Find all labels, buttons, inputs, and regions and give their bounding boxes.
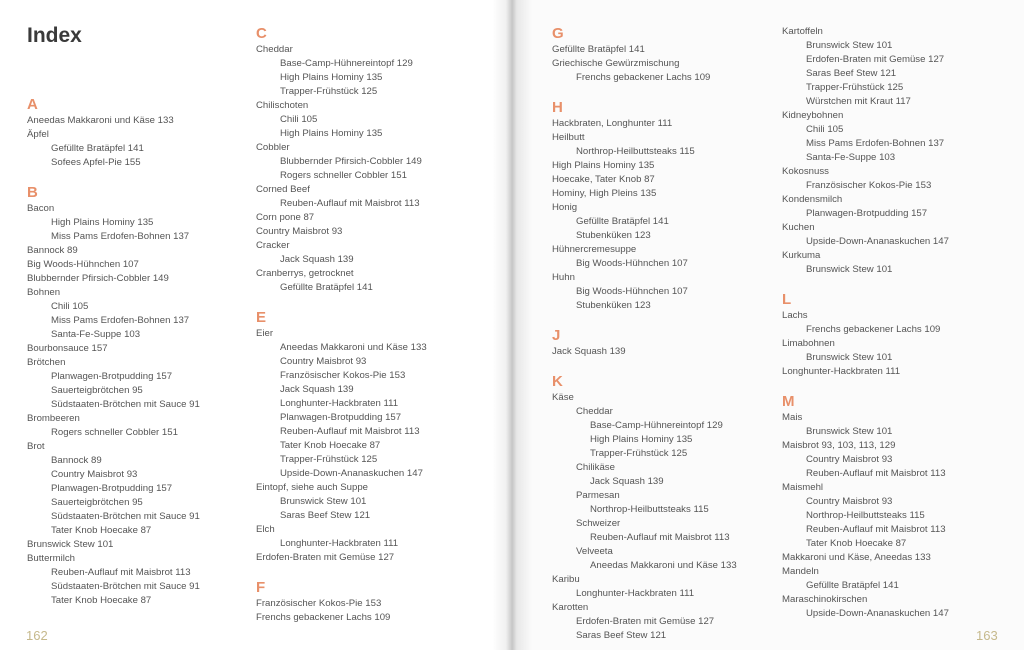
book-gutter-shadow [492, 0, 532, 650]
section-letter: E [256, 309, 267, 326]
index-subentry: Country Maisbrot 93 [280, 356, 367, 367]
index-entry: Maraschinokirschen [782, 594, 868, 605]
index-subentry: Longhunter-Hackbraten 111 [576, 588, 695, 599]
index-subentry: Tater Knob Hoecake 87 [51, 595, 152, 606]
index-subentry: Jack Squash 139 [590, 476, 664, 487]
index-entry: Brötchen [27, 357, 66, 368]
index-subentry: Brunswick Stew 101 [806, 264, 893, 275]
index-subentry: Südstaaten-Brötchen mit Sauce 91 [51, 511, 200, 522]
index-subentry: High Plains Hominy 135 [280, 128, 383, 139]
index-subentry: Chili 105 [280, 114, 318, 125]
index-subentry: Reuben-Auflauf mit Maisbrot 113 [51, 567, 191, 578]
index-subentry: Südstaaten-Brötchen mit Sauce 91 [51, 399, 200, 410]
index-subentry: Country Maisbrot 93 [51, 469, 138, 480]
section-spacer [552, 313, 767, 327]
page-number-right: 163 [976, 628, 998, 643]
index-subentry: Reuben-Auflauf mit Maisbrot 113 [280, 198, 420, 209]
index-entry: Chilischoten [256, 100, 309, 111]
index-entry: Karibu [552, 574, 580, 585]
index-subentry: Schweizer [576, 518, 621, 529]
index-subentry: Upside-Down-Ananaskuchen 147 [280, 468, 423, 479]
index-entry: Hoecake, Tater Knob 87 [552, 174, 655, 185]
index-entry: Bourbonsauce 157 [27, 343, 108, 354]
right-page [512, 0, 1024, 650]
index-entry: Kokosnuss [782, 166, 829, 177]
index-subentry: Reuben-Auflauf mit Maisbrot 113 [806, 524, 946, 535]
index-subentry: Saras Beef Stew 121 [280, 510, 371, 521]
index-entry: Kartoffeln [782, 26, 823, 37]
index-subentry: Cheddar [576, 406, 613, 417]
section-letter: C [256, 25, 267, 42]
index-subentry: Sauerteigbrötchen 95 [51, 497, 143, 508]
index-entry: Honig [552, 202, 578, 213]
index-subentry: Sauerteigbrötchen 95 [51, 385, 143, 396]
index-entry: Heilbutt [552, 132, 585, 143]
index-entry: Makkaroni und Käse, Aneedas 133 [782, 552, 931, 563]
index-entry: Kurkuma [782, 250, 821, 261]
section-letter: A [27, 96, 38, 113]
index-subentry: Longhunter-Hackbraten 111 [280, 398, 399, 409]
index-subentry: Stubenküken 123 [576, 300, 651, 311]
index-subentry: Stubenküken 123 [576, 230, 651, 241]
index-subentry: Rogers schneller Cobbler 151 [51, 427, 178, 438]
index-column-4 [782, 25, 1002, 621]
page-number-left: 162 [26, 628, 48, 643]
index-subentry: Gefüllte Bratäpfel 141 [576, 216, 669, 227]
index-subentry: Brunswick Stew 101 [806, 426, 893, 437]
index-entry: Griechische Gewürzmischung [552, 58, 680, 69]
section-spacer [552, 85, 767, 99]
index-entry: Lachs [782, 310, 808, 321]
index-entry: Corn pone 87 [256, 212, 315, 223]
index-subentry: Big Woods-Hühnchen 107 [576, 258, 688, 269]
index-subentry: Tater Knob Hoecake 87 [806, 538, 907, 549]
index-subentry: Velveeta [576, 546, 613, 557]
section-letter: F [256, 579, 266, 596]
index-subentry: Trapper-Frühstück 125 [590, 448, 688, 459]
index-entry: Französischer Kokos-Pie 153 [256, 598, 382, 609]
index-subentry: Brunswick Stew 101 [806, 40, 893, 51]
index-entry: Corned Beef [256, 184, 310, 195]
index-subentry: Country Maisbrot 93 [806, 496, 893, 507]
section-letter: H [552, 99, 563, 116]
index-subentry: Parmesan [576, 490, 620, 501]
index-subentry: Tater Knob Hoecake 87 [280, 440, 381, 451]
index-entry: Country Maisbrot 93 [256, 226, 343, 237]
index-entry: Erdofen-Braten mit Gemüse 127 [256, 552, 395, 563]
index-entry: Maisbrot 93, 103, 113, 129 [782, 440, 896, 451]
index-subentry: High Plains Hominy 135 [280, 72, 383, 83]
index-subentry: Reuben-Auflauf mit Maisbrot 113 [806, 468, 946, 479]
index-subentry: Miss Pams Erdofen-Bohnen 137 [806, 138, 945, 149]
index-entry: Hominy, High Pleins 135 [552, 188, 657, 199]
index-subentry: Trapper-Frühstück 125 [280, 86, 378, 97]
index-entry: Mais [782, 412, 803, 423]
index-subentry: High Plains Hominy 135 [51, 217, 154, 228]
index-subentry: Saras Beef Stew 121 [806, 68, 897, 79]
index-subentry: Planwagen-Brotpudding 157 [806, 208, 928, 219]
index-subentry: Blubbernder Pfirsich-Cobbler 149 [280, 156, 422, 167]
section-spacer [782, 379, 1002, 393]
index-entry: Hackbraten, Longhunter 111 [552, 118, 673, 129]
index-entry: Bannock 89 [27, 245, 78, 256]
index-column-2 [256, 25, 486, 625]
index-entry: Brot [27, 441, 45, 452]
index-subentry: Frenchs gebackener Lachs 109 [576, 72, 711, 83]
section-letter: J [552, 327, 561, 344]
index-subentry: Planwagen-Brotpudding 157 [280, 412, 402, 423]
index-entry: High Plains Hominy 135 [552, 160, 655, 171]
index-subentry: Trapper-Frühstück 125 [280, 454, 378, 465]
index-subentry: Gefüllte Bratäpfel 141 [280, 282, 373, 293]
index-subentry: Trapper-Frühstück 125 [806, 82, 904, 93]
index-subentry: Erdofen-Braten mit Gemüse 127 [806, 54, 945, 65]
section-letter: M [782, 393, 795, 410]
index-entry: Eintopf, siehe auch Suppe [256, 482, 369, 493]
index-entry: Maismehl [782, 482, 824, 493]
index-subentry: Big Woods-Hühnchen 107 [576, 286, 688, 297]
index-entry: Mandeln [782, 566, 819, 577]
index-subentry: Northrop-Heilbuttsteaks 115 [576, 146, 695, 157]
index-subentry: Base-Camp-Hühnereintopf 129 [590, 420, 723, 431]
index-entry: Frenchs gebackener Lachs 109 [256, 612, 391, 623]
section-letter: B [27, 184, 38, 201]
section-letter: K [552, 373, 563, 390]
index-entry: Jack Squash 139 [552, 346, 626, 357]
index-column-3 [552, 25, 767, 643]
index-entry: Gefüllte Bratäpfel 141 [552, 44, 645, 55]
index-entry: Hühnercremesuppe [552, 244, 637, 255]
index-subentry: Chili 105 [806, 124, 844, 135]
index-entry: Cracker [256, 240, 290, 251]
index-subentry: Bannock 89 [51, 455, 102, 466]
index-subentry: Planwagen-Brotpudding 157 [51, 483, 173, 494]
index-entry: Aneedas Makkaroni und Käse 133 [27, 115, 174, 126]
index-subentry: Gefüllte Bratäpfel 141 [51, 143, 144, 154]
index-subentry: Südstaaten-Brötchen mit Sauce 91 [51, 581, 200, 592]
index-subentry: Saras Beef Stew 121 [576, 630, 667, 641]
index-entry: Big Woods-Hühnchen 107 [27, 259, 139, 270]
index-entry: Bohnen [27, 287, 61, 298]
index-subentry: Aneedas Makkaroni und Käse 133 [280, 342, 427, 353]
index-subentry: Upside-Down-Ananaskuchen 147 [806, 236, 949, 247]
index-entry: Brombeeren [27, 413, 80, 424]
index-entry: Elch [256, 524, 275, 535]
index-entry: Karotten [552, 602, 589, 613]
section-letter: L [782, 291, 792, 308]
index-subentry: Frenchs gebackener Lachs 109 [806, 324, 941, 335]
index-entry: Bacon [27, 203, 55, 214]
index-subentry: Northrop-Heilbuttsteaks 115 [806, 510, 925, 521]
index-subentry: Northrop-Heilbuttsteaks 115 [590, 504, 709, 515]
index-entry: Cranberrys, getrocknet [256, 268, 354, 279]
index-subentry: Französischer Kokos-Pie 153 [280, 370, 406, 381]
index-subentry: Miss Pams Erdofen-Bohnen 137 [51, 231, 190, 242]
index-entry: Cobbler [256, 142, 290, 153]
index-subentry: Gefüllte Bratäpfel 141 [806, 580, 899, 591]
index-subentry: Reuben-Auflauf mit Maisbrot 113 [280, 426, 420, 437]
page-title: Index [27, 24, 82, 47]
section-spacer [782, 277, 1002, 291]
index-subentry: Rogers schneller Cobbler 151 [280, 170, 407, 181]
index-subentry: Jack Squash 139 [280, 254, 354, 265]
index-entry: Longhunter-Hackbraten 111 [782, 366, 901, 377]
index-subentry: Country Maisbrot 93 [806, 454, 893, 465]
index-subentry: Chilikäse [576, 462, 615, 473]
section-spacer [552, 359, 767, 373]
index-entry: Eier [256, 328, 274, 339]
section-spacer [256, 295, 486, 309]
index-column-1 [27, 96, 242, 608]
index-entry: Kuchen [782, 222, 815, 233]
index-subentry: Base-Camp-Hühnereintopf 129 [280, 58, 413, 69]
section-letter: G [552, 25, 564, 42]
index-entry: Limabohnen [782, 338, 835, 349]
index-entry: Kidneybohnen [782, 110, 844, 121]
index-subentry: Würstchen mit Kraut 117 [806, 96, 911, 107]
index-subentry: High Plains Hominy 135 [590, 434, 693, 445]
index-subentry: Planwagen-Brotpudding 157 [51, 371, 173, 382]
index-subentry: Tater Knob Hoecake 87 [51, 525, 152, 536]
index-entry: Cheddar [256, 44, 293, 55]
index-subentry: Miss Pams Erdofen-Bohnen 137 [51, 315, 190, 326]
index-subentry: Chili 105 [51, 301, 89, 312]
index-entry: Buttermilch [27, 553, 75, 564]
section-spacer [256, 565, 486, 579]
index-subentry: Brunswick Stew 101 [280, 496, 367, 507]
index-entry: Äpfel [27, 129, 49, 140]
index-subentry: Aneedas Makkaroni und Käse 133 [590, 560, 737, 571]
index-entry: Blubbernder Pfirsich-Cobbler 149 [27, 273, 169, 284]
index-subentry: Erdofen-Braten mit Gemüse 127 [576, 616, 715, 627]
index-subentry: Santa-Fe-Suppe 103 [806, 152, 896, 163]
section-spacer [27, 170, 242, 184]
index-subentry: Upside-Down-Ananaskuchen 147 [806, 608, 949, 619]
index-entry: Käse [552, 392, 574, 403]
index-subentry: Brunswick Stew 101 [806, 352, 893, 363]
index-subentry: Reuben-Auflauf mit Maisbrot 113 [590, 532, 730, 543]
index-subentry: Französischer Kokos-Pie 153 [806, 180, 932, 191]
index-subentry: Sofees Apfel-Pie 155 [51, 157, 141, 168]
index-subentry: Longhunter-Hackbraten 111 [280, 538, 399, 549]
index-entry: Huhn [552, 272, 575, 283]
index-entry: Brunswick Stew 101 [27, 539, 114, 550]
index-entry: Kondensmilch [782, 194, 843, 205]
index-subentry: Santa-Fe-Suppe 103 [51, 329, 141, 340]
index-subentry: Jack Squash 139 [280, 384, 354, 395]
